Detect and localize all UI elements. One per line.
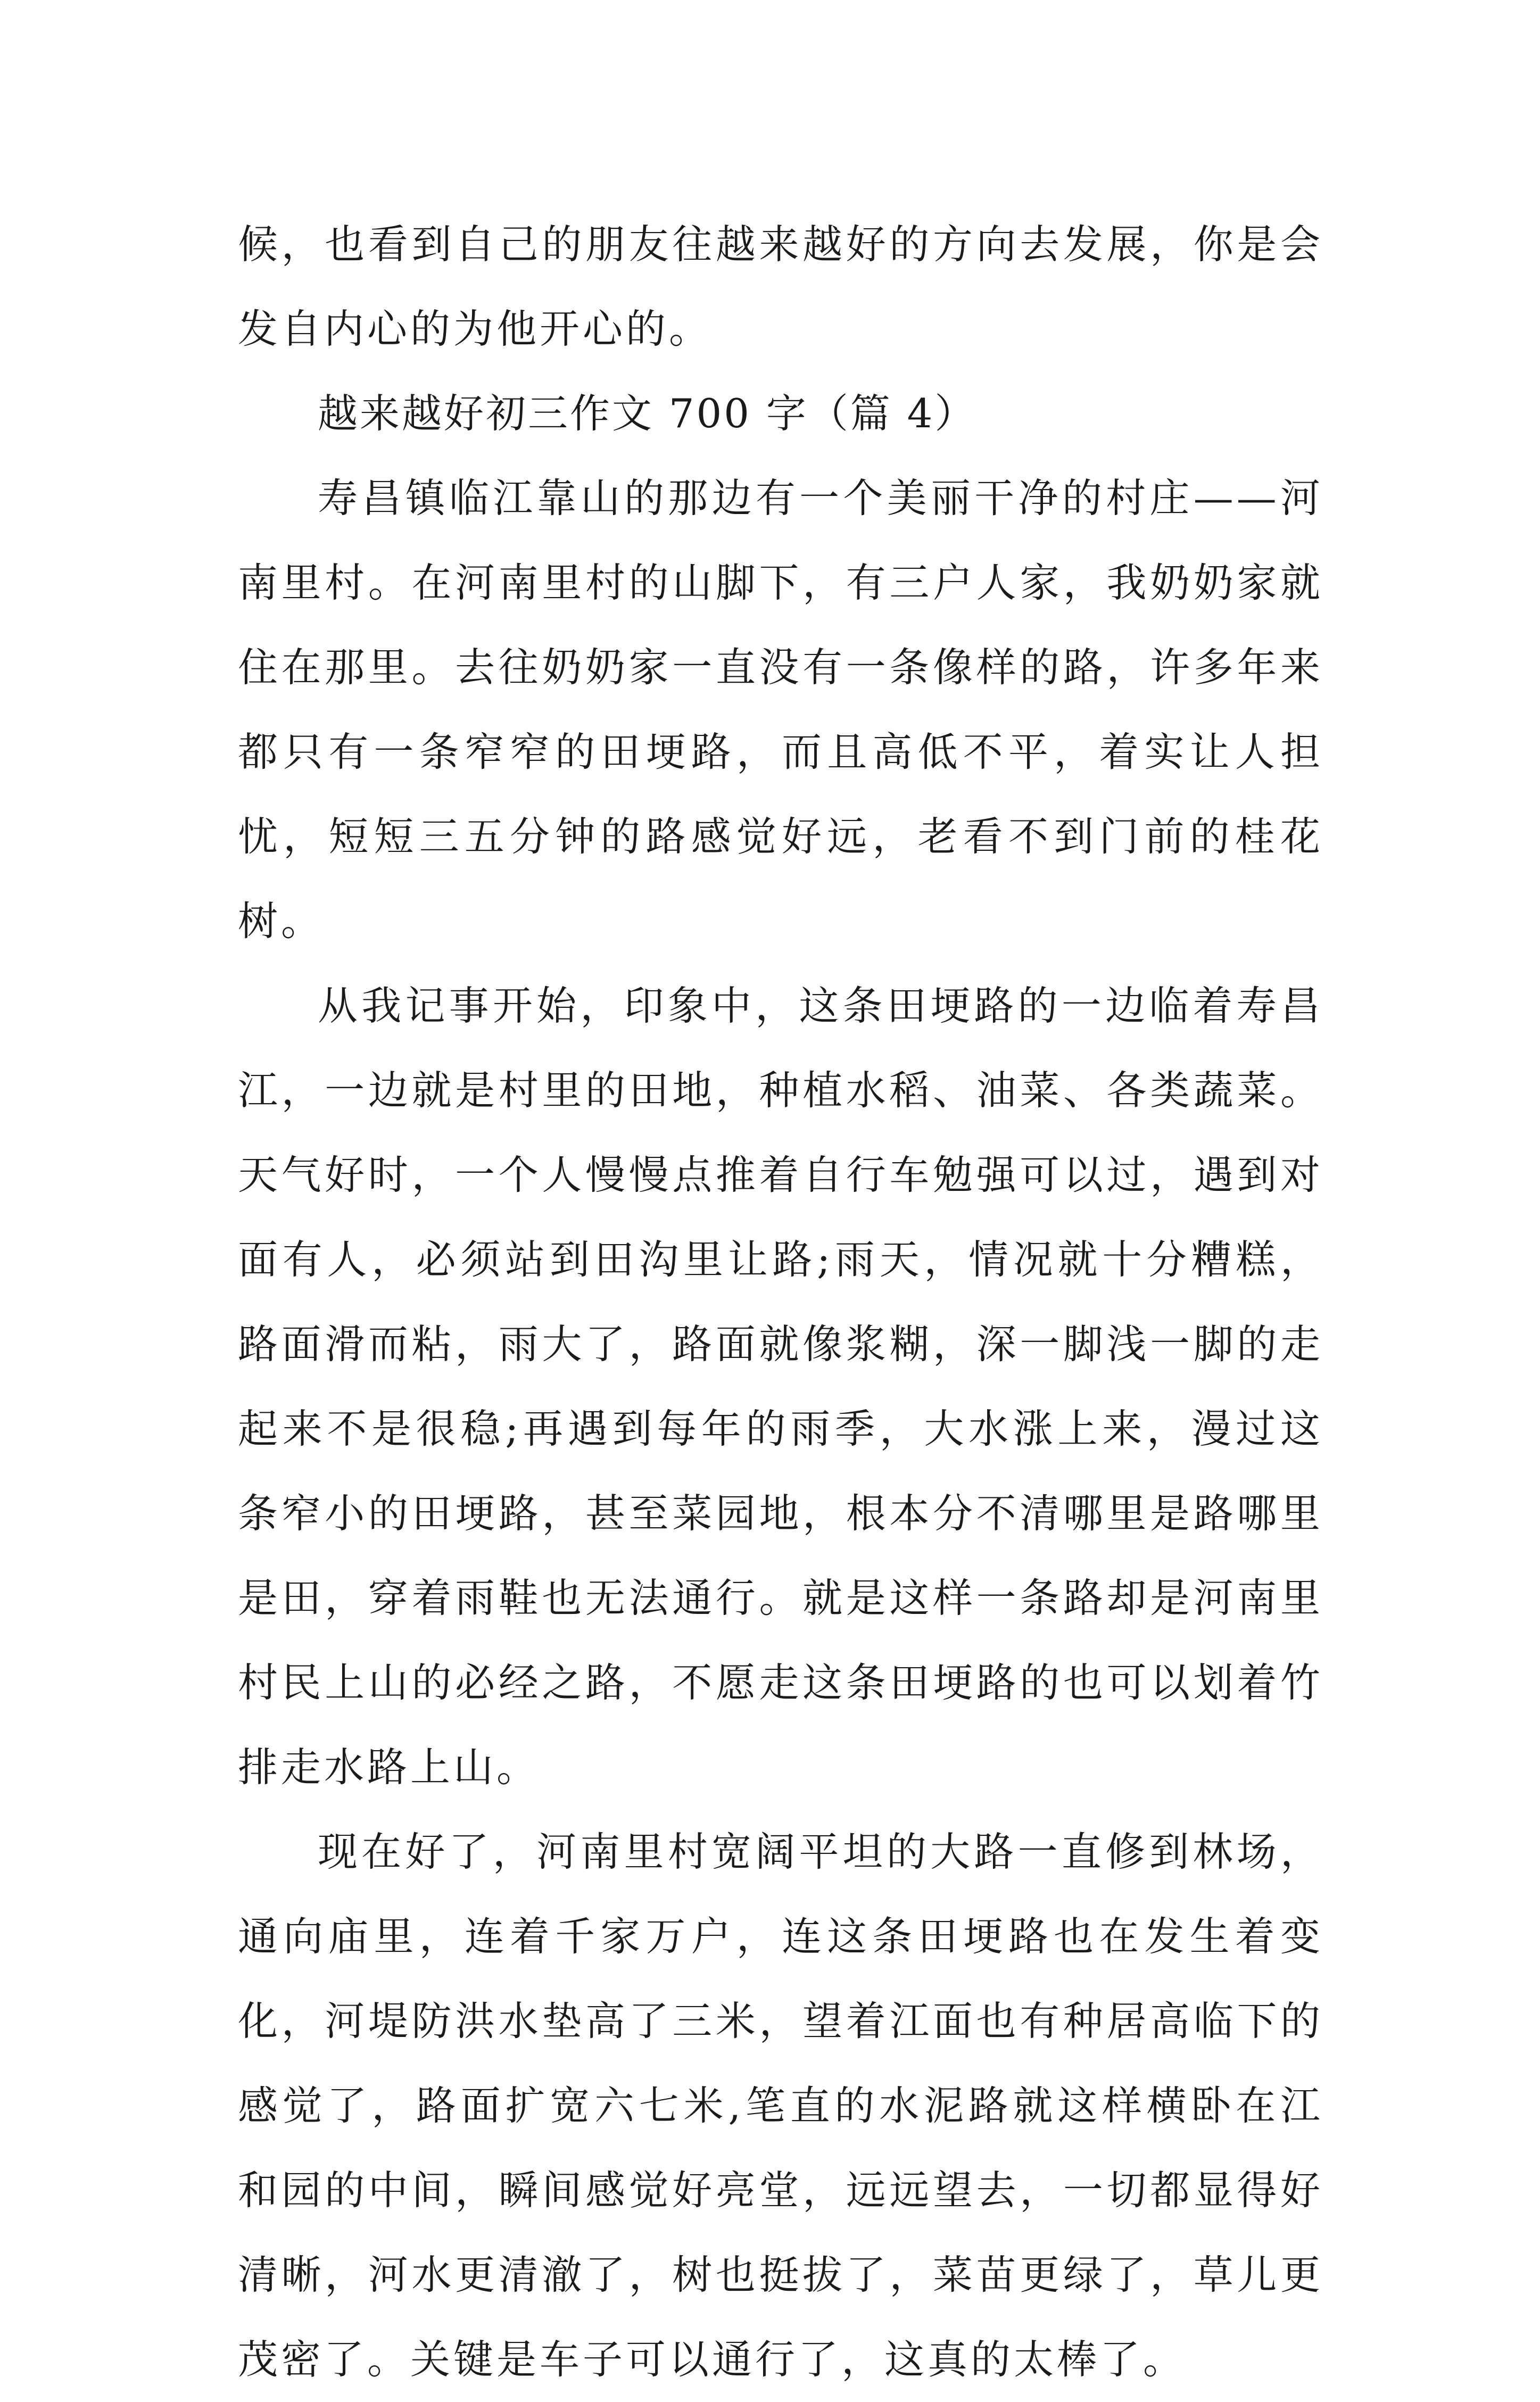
document-body <box>238 202 1323 2402</box>
paragraph-3: 现在好了，河南里村宽阔平坦的大路一直修到林场，通向庙里，连着千家万户，连这条田埂路也在发生着变化，河堤防洪水垫高了三米，望着江面也有种居高临下的感觉了，路面扩宽六七米,笔直的水泥路就这样横卧在江和园的中间，瞬间感觉好亮堂，远远望去，一切都显得好清晰，河水更清澈了，树也挺拔了，菜苗更绿了，草儿更茂密了。关键是车子可以通行了，这真的太棒了。 <box>238 1828 1323 2383</box>
paragraph-2: 从我记事开始，印象中，这条田埂路的一边临着寿昌江，一边就是村里的田地，种植水稻、油菜、各类蔬菜。天气好时，一个人慢慢点推着自行车勉强可以过，遇到对面有人，必须站到田沟里让路;雨天，情况就十分糟糕，路面滑而粘，雨大了，路面就像浆糊，深一脚浅一脚的走起来不是很稳;再遇到每年的雨季，大水涨上来，漫过这条窄小的田埂路，甚至菜园地，根本分不清哪里是路哪里是田，穿着雨鞋也无法通行。就是这样一条路却是河南里村民上山的必经之路，不愿走这条田埂路的也可以划着竹排走水路上山。 <box>238 982 1323 1791</box>
continuation-paragraph: 候，也看到自己的朋友往越来越好的方向去发展，你是会发自内心的为他开心的。 <box>238 221 1323 352</box>
section-heading: 越来越好初三作文 700 字（篇 4） <box>318 390 977 437</box>
paragraph-1: 寿昌镇临江靠山的那边有一个美丽干净的村庄——河南里村。在河南里村的山脚下，有三户人家，我奶奶家就住在那里。去往奶奶家一直没有一条像样的路，许多年来都只有一条窄窄的田埂路，而且高低不平，着实让人担忧，短短三五分钟的路感觉好远，老看不到门前的桂花树。 <box>238 475 1323 945</box>
